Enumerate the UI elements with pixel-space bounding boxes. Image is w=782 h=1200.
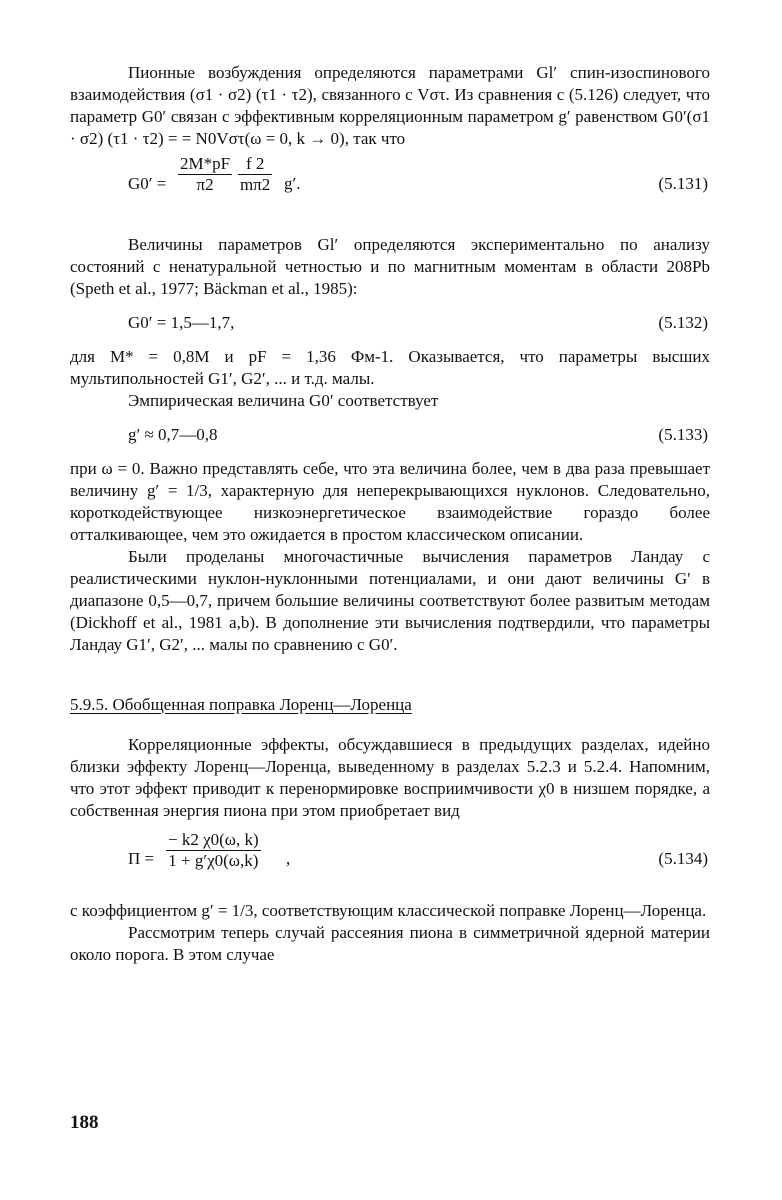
eq131-den2: mπ2 (240, 175, 271, 194)
eq134-tail: , (286, 849, 291, 868)
equation-5-131 (70, 154, 710, 216)
paragraph-8: с коэффициентом g′ = 1/3, соответствующим классической поправке Лоренц—Лоренца. (70, 901, 707, 920)
eq132-lhs: G0′ = 1,5—1,7, (128, 313, 235, 332)
paragraph-9: Рассмотрим теперь случай рассеяния пиона в симметричной ядерной материи около порога. В этом случае (70, 923, 710, 964)
eq131-den1: π2 (196, 175, 214, 194)
eq131-frac1 (178, 154, 232, 195)
equation-5-134 (70, 830, 710, 890)
paragraph-7: Корреляционные эффекты, обсуждавшиеся в предыдущих разделах, идейно близки эффекту Лоренц—Лоренца, выведенному в разделах 5.2.3 и 5.2.4. Напомним, что этот эффект приводит к перенормировке восприимчивости χ0 в низшем порядке, а собственная энергия пиона при этом приобретает вид (70, 735, 710, 820)
eq131-num2: f 2 (238, 154, 272, 175)
eq131-tail: g′. (284, 174, 301, 193)
eq133-number: (5.133) (658, 425, 708, 444)
eq131-number: (5.131) (658, 174, 708, 193)
page-body (70, 62, 710, 966)
eq134-frac (166, 830, 261, 871)
page-number: 188 (70, 1112, 99, 1133)
section-title: 5.9.5. Обобщенная поправка Лоренц—Лоренца (70, 695, 412, 714)
paragraph-3: для M* = 0,8M и pF = 1,36 Фм-1. Оказывается, что параметры высших мультипольностей G1′, G2′, ... и т.д. малы. (70, 347, 710, 388)
paragraph-2: Величины параметров Gl′ определяются экспериментально по анализу состояний с ненатуральной четностью и по магнитным моментам в области 208Pb (Speth et al., 1977; Bäckman et al., 1985): (70, 235, 710, 298)
eq134-den: 1 + g′χ0(ω,k) (168, 851, 259, 870)
paragraph-1: Пионные возбуждения определяются параметрами Gl′ спин-изоспинового взаимодействия (σ1 · σ2) (τ1 · τ2), связанного с Vστ. Из сравнения с (5.126) следует, что параметр G0′ связан с эффективным корреляционным параметром g′ равенством G0′(σ1 · σ2) (τ1 · τ2) = = N0Vστ(ω = 0, k → 0), так что (70, 63, 710, 148)
equation-5-133 (70, 424, 710, 446)
eq132-number: (5.132) (658, 313, 708, 332)
paragraph-5: при ω = 0. Важно представлять себе, что эта величина более, чем в два раза превышает величину g′ = 1/3, характерную для неперекрывающихся нуклонов. Следовательно, короткодействующее низкоэнергетическое взаимодействие гораздо более отталкивающее, чем это ожидается в простом классическом описании. (70, 459, 710, 544)
eq134-number: (5.134) (658, 849, 708, 868)
eq133-lhs: g′ ≈ 0,7—0,8 (128, 425, 218, 444)
eq131-num1: 2M*pF (180, 154, 231, 173)
eq131-frac2 (238, 154, 272, 195)
paragraph-6: Были проделаны многочастичные вычисления параметров Ландау с реалистическими нуклон-нуклонными потенциалами, и они дают величины G′ в диапазоне 0,5—0,7, причем большие величины соответствуют более развитым методам (Dickhoff et al., 1981 a,b). В дополнение эти вычисления подтвердили, что параметры Ландау G1′, G2′, ... малы по сравнению с G0′. (70, 547, 710, 654)
paragraph-4: Эмпирическая величина G0′ соответствует (128, 391, 439, 410)
eq131-lhs: G0′ = (128, 174, 167, 193)
eq134-num: − k2 χ0(ω, k) (168, 830, 259, 849)
equation-5-132 (70, 312, 710, 334)
eq134-lhs: Π = (128, 849, 155, 868)
